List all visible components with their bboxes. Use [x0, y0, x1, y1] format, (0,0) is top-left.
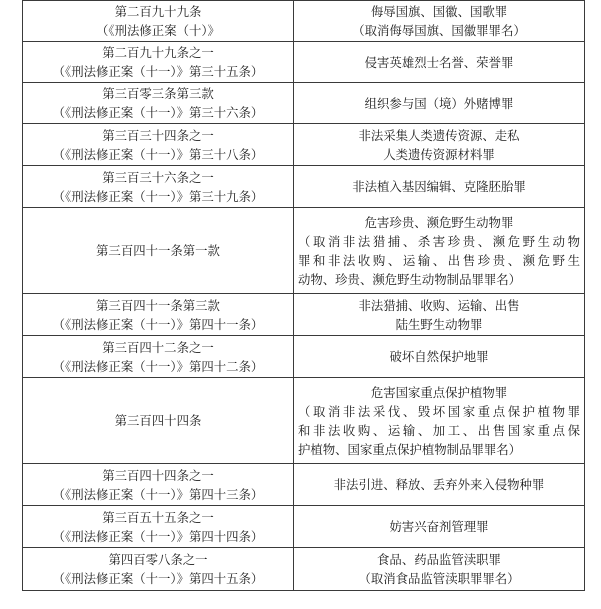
article-line: （《刑法修正案（十一）》第四十一条）: [52, 316, 264, 332]
table-row: [23, 1, 585, 42]
article-cell: [23, 464, 294, 506]
table-row: [23, 548, 585, 591]
table-row: [23, 208, 585, 294]
crime-cell: [294, 336, 585, 378]
article-cell: [23, 548, 294, 591]
crime-line: 非法植入基因编辑、克隆胚胎罪: [352, 179, 526, 194]
crime-line: 非法引进、释放、丢弃外来入侵物种罪: [333, 477, 545, 492]
article-cell: [23, 42, 294, 83]
crime-line: 组织参与国（境）外赌博罪: [364, 95, 514, 111]
crime-line: （取消食品监管渎职罪罪名）: [358, 571, 520, 586]
article-line: 第三百零三条第三款: [102, 86, 214, 101]
article-line: 第三百五十五条之一: [102, 509, 214, 525]
article-line: 第三百四十一条第三款: [96, 297, 220, 313]
article-line: （《刑法修正案（十一）》第三十六条）: [52, 105, 264, 120]
article-cell: [23, 506, 294, 548]
table-row: [23, 124, 585, 166]
crime-line: 罪和非法收购、运输、出售珍贵、濒危野生: [298, 252, 580, 268]
crime-cell: [294, 42, 585, 83]
article-cell: [23, 166, 294, 208]
article-line: （《刑法修正案（十）》: [96, 23, 220, 38]
table-row: [23, 378, 585, 464]
table-row: [23, 42, 585, 83]
article-line: （《刑法修正案（十一）》第四十二条）: [52, 358, 264, 374]
crime-cell: [294, 124, 585, 166]
table-row: [23, 83, 585, 124]
crime-line: 破坏自然保护地罪: [389, 349, 489, 364]
crime-line: 动物、珍贵、濒危野生动物制品罪罪名）: [298, 271, 522, 287]
crime-cell: [294, 83, 585, 124]
crime-line: 侮辱国旗、国徽、国歌罪: [370, 4, 508, 19]
crime-line: 护植物、国家重点保护植物制品罪罪名）: [298, 441, 522, 457]
crime-cell: [294, 464, 585, 506]
crime-cell: [294, 166, 585, 208]
table-row: [23, 294, 585, 336]
article-line: 第四百零八条之一: [108, 552, 208, 567]
crime-line: 危害珍贵、濒危野生动物罪: [364, 214, 514, 230]
article-cell: [23, 124, 294, 166]
article-line: 第三百三十六条之一: [102, 169, 214, 185]
crime-line: （取消非法猎捕、杀害珍贵、濒危野生动物: [298, 233, 580, 249]
table-row: [23, 506, 585, 548]
article-line: 第二百九十九条之一: [102, 45, 214, 60]
article-cell: [23, 336, 294, 378]
crime-cell: [294, 1, 585, 42]
crime-line: 侵害英雄烈士名誉、荣誉罪: [364, 54, 514, 70]
table-row: [23, 166, 585, 208]
crime-line: 食品、药品监管渎职罪: [377, 552, 501, 567]
crime-cell: [294, 378, 585, 464]
article-line: 第三百四十一条第一款: [96, 243, 220, 258]
article-line: 第三百三十四条之一: [102, 127, 214, 143]
crime-line: 人类遗传资源材料罪: [383, 146, 495, 162]
crime-line: 危害国家重点保护植物罪: [370, 384, 508, 400]
table-row: [23, 336, 585, 378]
article-line: 第三百四十二条之一: [102, 339, 214, 355]
crime-cell: [294, 208, 585, 294]
article-line: （《刑法修正案（十一）》第三十九条）: [52, 188, 264, 204]
crime-cell: [294, 294, 585, 336]
table-row: [23, 464, 585, 506]
article-line: （《刑法修正案（十一）》第四十五条）: [52, 571, 264, 586]
crime-line: （取消非法采伐、毁坏国家重点保护植物罪: [298, 403, 580, 419]
article-line: （《刑法修正案（十一）》第三十八条）: [52, 146, 264, 162]
article-cell: [23, 294, 294, 336]
crime-line: 和非法收购、运输、加工、出售国家重点保: [298, 422, 580, 438]
crime-change-table: [22, 0, 585, 591]
crime-line: 陆生野生动物罪: [395, 316, 483, 332]
article-line: 第二百九十九条: [114, 4, 202, 19]
article-line: （《刑法修正案（十一）》第四十四条）: [52, 528, 264, 544]
article-cell: [23, 378, 294, 464]
article-cell: [23, 83, 294, 124]
article-line: （《刑法修正案（十一）》第三十五条）: [52, 64, 264, 79]
article-line: （《刑法修正案（十一）》第四十三条）: [52, 486, 264, 502]
crime-line: 妨害兴奋剂管理罪: [389, 519, 489, 534]
crime-line: 非法猎捕、收购、运输、出售: [358, 297, 520, 313]
crime-cell: [294, 506, 585, 548]
article-cell: [23, 1, 294, 42]
crime-line: 非法采集人类遗传资源、走私: [358, 127, 520, 143]
article-cell: [23, 208, 294, 294]
article-line: 第三百四十四条之一: [102, 467, 214, 483]
article-line: 第三百四十四条: [114, 413, 202, 428]
crime-line: （取消侮辱国旗、国徽罪罪名）: [352, 23, 526, 38]
crime-cell: [294, 548, 585, 591]
